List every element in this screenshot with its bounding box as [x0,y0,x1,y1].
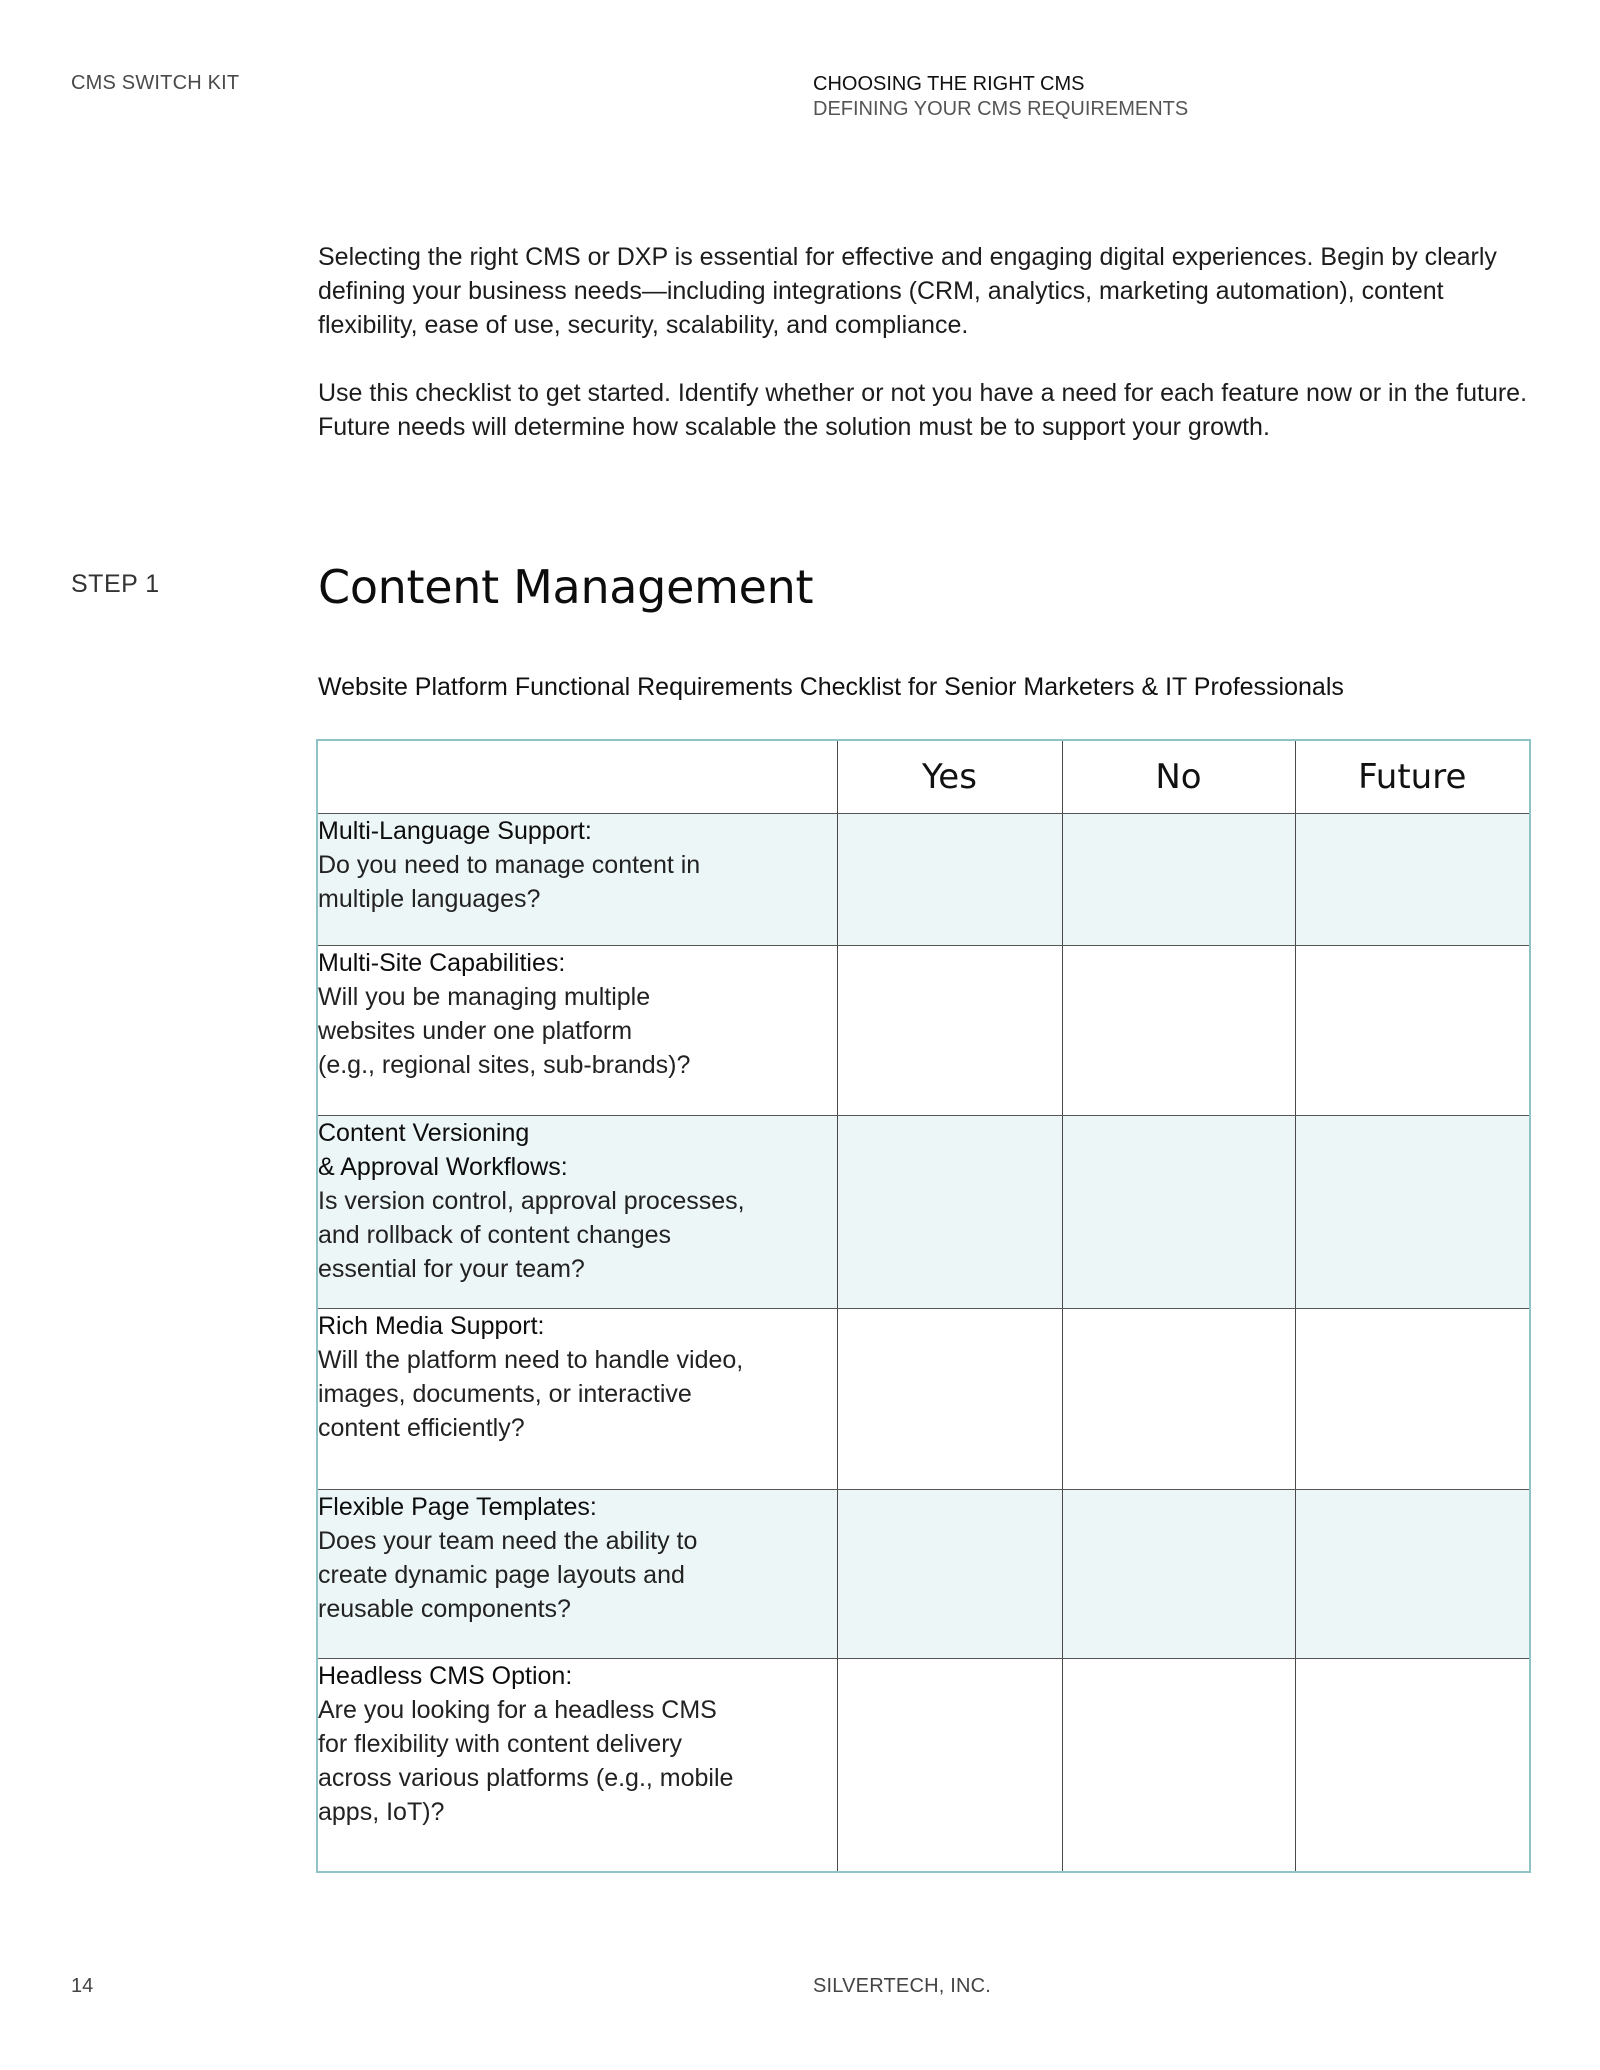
checkbox-cell-no[interactable] [1062,1659,1295,1872]
requirement-cell [317,1490,837,1659]
requirement-cell [317,814,837,946]
table-row [317,946,1530,1116]
checkbox-cell-yes[interactable] [837,814,1062,946]
requirements-checklist-table [316,739,1531,1873]
table-row [317,1490,1530,1659]
requirement-description-line: Will the platform need to handle video, [318,1346,744,1374]
checkbox-cell-no[interactable] [1062,1309,1295,1490]
table-row [317,1659,1530,1872]
column-header-yes: Yes [837,740,1062,814]
requirement-description-line: websites under one platform [318,1017,633,1045]
checkbox-cell-yes[interactable] [837,1659,1062,1872]
checkbox-cell-future[interactable] [1295,946,1530,1116]
requirement-name: Content Versioning & Approval Workflows: [318,1119,568,1181]
step-label: STEP 1 [71,570,160,598]
requirement-description-line: essential for your team? [318,1255,585,1283]
checkbox-cell-no[interactable] [1062,814,1295,946]
checkbox-cell-no[interactable] [1062,946,1295,1116]
requirement-description-line: multiple languages? [318,885,541,913]
section-subtitle: DEFINING YOUR CMS REQUIREMENTS [813,98,1189,120]
requirement-description-line: across various platforms (e.g., mobile [318,1764,734,1792]
column-header-feature [317,740,837,814]
requirement-name: Rich Media Support: [318,1312,545,1340]
requirement-description-line: Do you need to manage content in [318,851,701,879]
requirement-name: Multi-Site Capabilities: [318,949,566,977]
checkbox-cell-future[interactable] [1295,1309,1530,1490]
requirement-cell [317,1116,837,1309]
checkbox-cell-yes[interactable] [837,946,1062,1116]
table-row [317,1309,1530,1490]
requirement-name: Flexible Page Templates: [318,1493,597,1521]
intro-paragraph: Selecting the right CMS or DXP is essential for effective and engaging digital experiences. Begin by clearly defining your business needs—including integrations (CRM, analytics, marketing automation), content flexibility, ease of use, security, scalability, and compliance. [318,243,1497,339]
requirement-description-line: apps, IoT)? [318,1798,445,1826]
requirement-cell [317,1659,837,1872]
column-header-no: No [1062,740,1295,814]
intro-text [318,240,1538,478]
requirement-description-line: Are you looking for a headless CMS [318,1696,717,1724]
checkbox-cell-no[interactable] [1062,1116,1295,1309]
table-row [317,1116,1530,1309]
checkbox-cell-future[interactable] [1295,1116,1530,1309]
requirement-description-line: (e.g., regional sites, sub-brands)? [318,1051,691,1079]
requirement-name: Headless CMS Option: [318,1662,573,1690]
checkbox-cell-future[interactable] [1295,1490,1530,1659]
checkbox-cell-no[interactable] [1062,1490,1295,1659]
intro-paragraph: Use this checklist to get started. Identify whether or not you have a need for each feature now or in the future. Future needs will determine how scalable the solution must be to support your growth. [318,379,1528,441]
requirement-description-line: create dynamic page layouts and [318,1561,685,1589]
kit-title: CMS SWITCH KIT [71,72,240,94]
running-header [813,72,1188,122]
requirement-description-line: Will you be managing multiple [318,983,651,1011]
section-title: CHOOSING THE RIGHT CMS [813,73,1085,95]
requirement-cell [317,946,837,1116]
checkbox-cell-yes[interactable] [837,1309,1062,1490]
table-header-row [317,740,1530,814]
checkbox-cell-future[interactable] [1295,814,1530,946]
page-number: 14 [71,1975,94,1997]
requirement-description-line: images, documents, or interactive [318,1380,692,1408]
requirement-description-line: Is version control, approval processes, [318,1187,745,1215]
table-row [317,814,1530,946]
requirement-name: Multi-Language Support: [318,817,592,845]
requirement-cell [317,1309,837,1490]
requirement-description-line: for flexibility with content delivery [318,1730,683,1758]
column-header-future: Future [1295,740,1530,814]
requirement-description-line: content efficiently? [318,1414,525,1442]
company-name: SILVERTECH, INC. [813,1975,992,1997]
checkbox-cell-yes[interactable] [837,1490,1062,1659]
checklist-subtitle: Website Platform Functional Requirements Checklist for Senior Marketers & IT Professionals [318,673,1344,701]
page-title: Content Management [318,560,814,614]
requirement-description-line: Does your team need the ability to [318,1527,698,1555]
requirement-description-line: reusable components? [318,1595,571,1623]
checkbox-cell-yes[interactable] [837,1116,1062,1309]
checkbox-cell-future[interactable] [1295,1659,1530,1872]
requirement-description-line: and rollback of content changes [318,1221,672,1249]
